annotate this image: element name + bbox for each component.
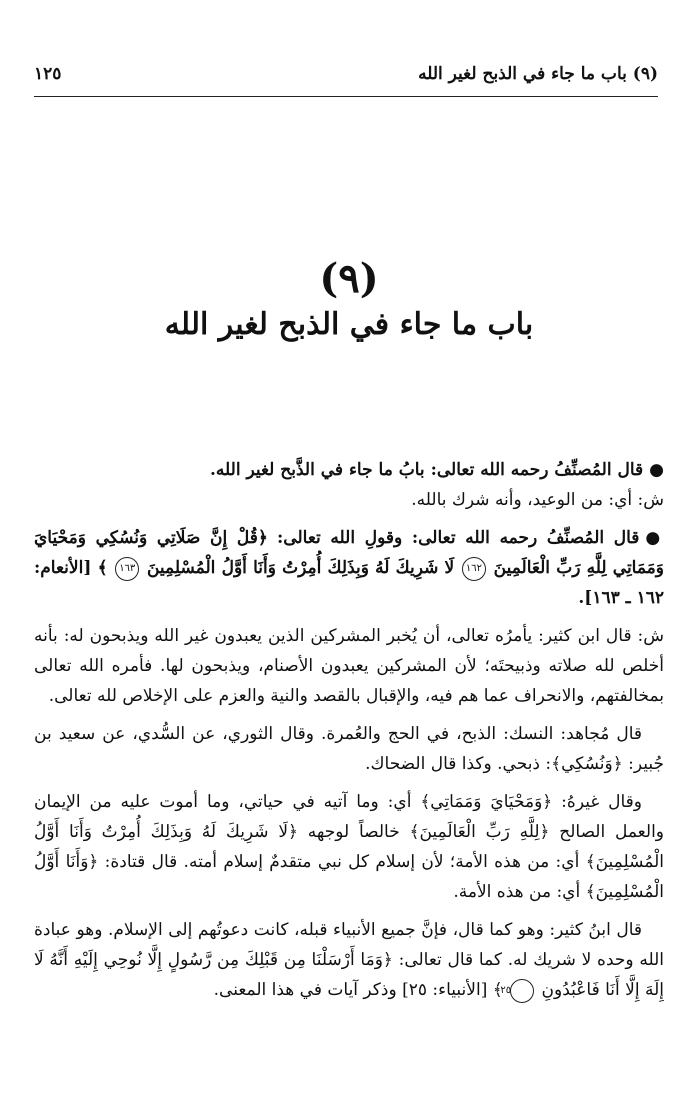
- paragraph-1: [34, 455, 664, 485]
- chapter-title: باب ما جاء في الذبح لغير الله: [164, 307, 534, 342]
- chapter-number: (٩): [319, 255, 379, 302]
- paragraph-4: ش: قال ابن كثير: يأمرُه تعالى، أن يُخبر المشركين الذين يعبدون غير الله ويذبحون له: بأنه أخلص لله صلاته وذبيحتَه؛ لأن المشركين يعبدون الأصنام، ويذبحون لها. فأمره الله تعالى بمخالفتهم، والانحراف عما هم فيه، والإقبال بالقصد والنية والعزم على الإخلاص لله تعالى.: [34, 626, 664, 706]
- page-header: [34, 62, 658, 97]
- paragraph-5: قال مُجاهد: النسك: الذبح، في الحج والعُمرة. وقال الثوري، عن السُّدي، عن سعيد بن جُبير: ﴿وَنُسُكِي﴾: ذبحي. وكذا قال الضحاك.: [34, 724, 664, 774]
- verse-number-marker: ١٦٣: [115, 557, 139, 581]
- paragraph-2: ش: أي: من الوعيد، وأنه شرك بالله.: [411, 490, 664, 510]
- paragraph-1-text: قال المُصنِّفُ رحمه الله تعالى: بابُ ما جاء في الذَّبح لغير الله.: [209, 460, 644, 480]
- paragraph-7-text: قال ابنُ كثير: وهو كما قال، فإنَّ جميع الأنبياء قبله، كانت دعوتُهم إلى الإسلام. وهو عبادة الله وحده لا شريك له. كما قال تعالى: ﴿وَمَا أَرْسَلْنَا مِن قَبْلِكَ مِن رَّسُولٍ إِلَّا نُوحِي إِلَيْهِ أَنَّهُ لَا إِلَهَ إِلَّا أَنَا فَاعْبُدُونِ: [34, 920, 664, 1000]
- verse-number-marker: ٢٥: [510, 979, 534, 1003]
- paragraph-7: [34, 915, 664, 1005]
- quran-verse-2: لَا شَرِيكَ لَهُ وَبِذَلِكَ أُمِرْتُ وَأَنَا أَوَّلُ الْمُسْلِمِينَ: [146, 558, 455, 578]
- paragraph-7-end: ﴾ [الأنبياء: ٢٥] وذكر آيات في هذا المعنى.: [213, 980, 503, 1000]
- bullet-icon: ●: [645, 528, 664, 548]
- paragraph-3: [34, 523, 664, 613]
- page-number: ١٢٥: [34, 64, 62, 84]
- quran-verse-1: ﴿قُلْ إِنَّ صَلَاتِي وَنُسُكِي وَمَحْيَايَ وَمَمَاتِي لِلَّهِ رَبِّ الْعَالَمِينَ: [34, 528, 664, 578]
- verse-number-marker: ١٦٢: [462, 557, 486, 581]
- running-title: (٩) باب ما جاء في الذبح لغير الله: [418, 64, 658, 84]
- bullet-icon: ●: [649, 460, 664, 480]
- body-text: [34, 455, 664, 1005]
- paragraph-3-intro: قال المُصنِّفُ رحمه الله تعالى: وقولِ الله تعالى:: [277, 528, 640, 548]
- quran-reference: ﴾ [الأنعام: ١٦٢ ـ ١٦٣].: [34, 558, 664, 608]
- paragraph-6: وقال غيرهُ: ﴿وَمَحْيَايَ وَمَمَاتِي﴾ أي: وما آتيه في حياتي، وما أموت عليه من الإيمان والعمل الصالح ﴿لِلَّهِ رَبِّ الْعَالَمِينَ﴾ خالصاً لوجهه ﴿لَا شَرِيكَ لَهُ وَبِذَلِكَ أُمِرْتُ وَأَنَا أَوَّلُ الْمُسْلِمِينَ﴾ أي: من هذه الأمة؛ لأن إسلام كل نبي متقدمٌ إسلام أمته. قال قتادة: ﴿وَأَنَا أَوَّلُ الْمُسْلِمِينَ﴾ أي: من هذه الأمة.: [34, 792, 665, 902]
